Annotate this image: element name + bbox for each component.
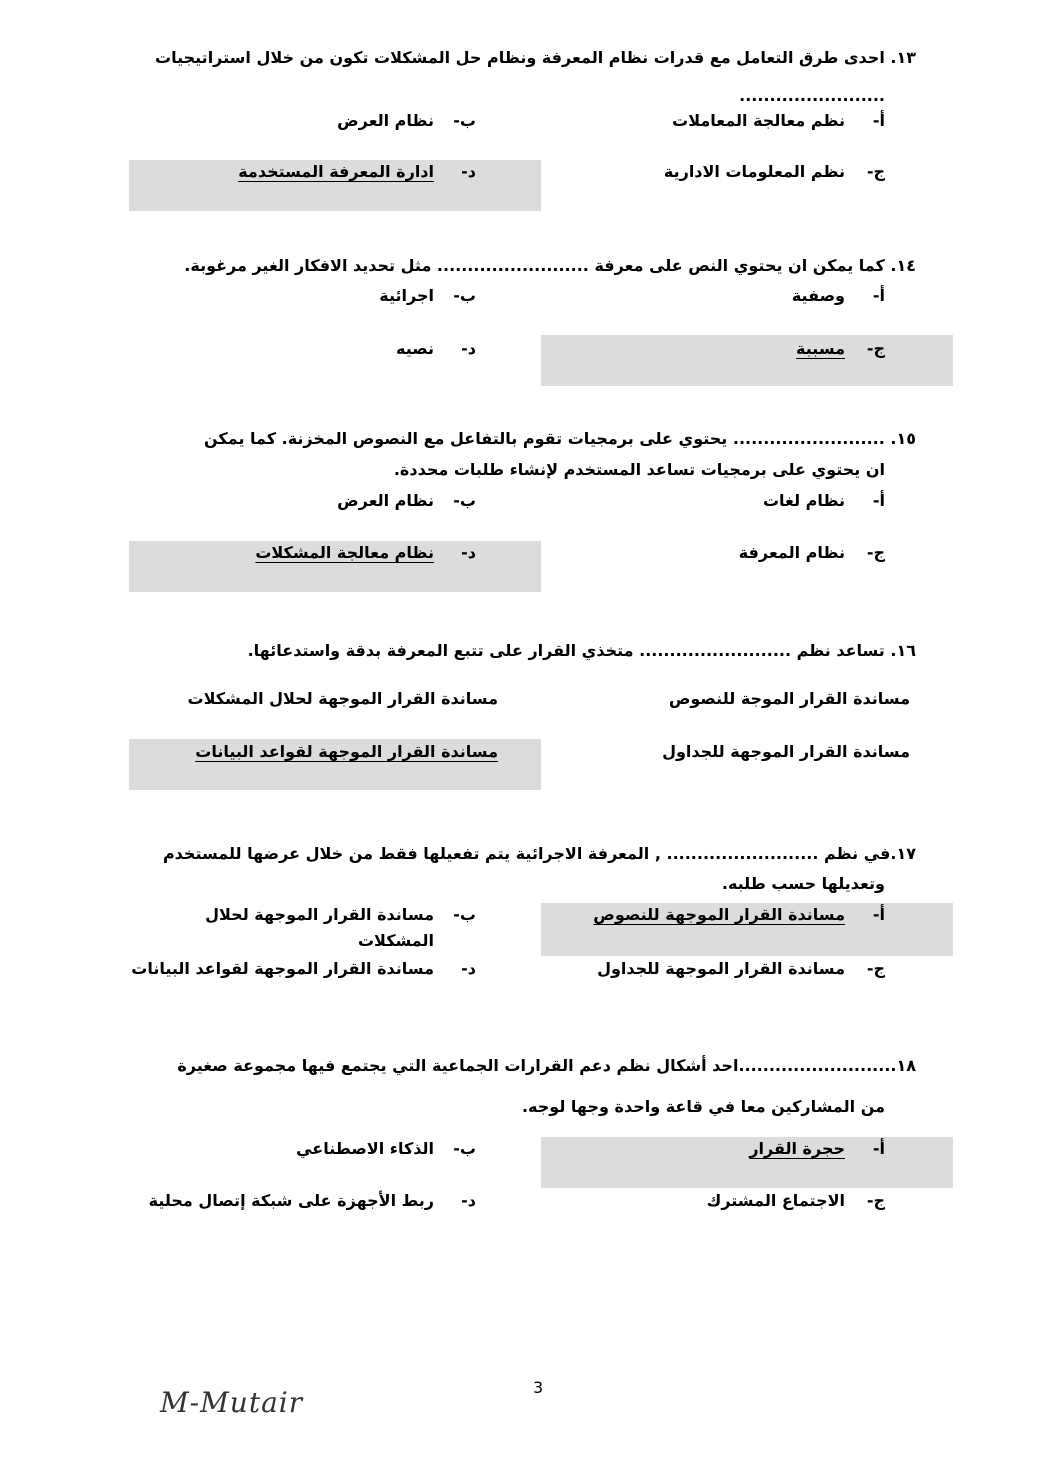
- q13-letter-c: ج-: [866, 162, 885, 181]
- q16-option-a[interactable]: مساندة القرار الموجة للنصوص: [668, 689, 910, 708]
- question-18-line2: من المشاركين معا في قاعة واحدة وجها لوجه.: [521, 1097, 885, 1116]
- question-17-line2: وتعديلها حسب طلبه.: [721, 874, 885, 893]
- q16-option-c[interactable]: مساندة القرار الموجهة للجداول: [662, 742, 910, 761]
- q15-option-d-correct[interactable]: نظام معالجة المشكلات: [255, 543, 434, 562]
- q18-option-b[interactable]: الذكاء الاصطناعي: [296, 1139, 434, 1158]
- q14-letter-c: ج-: [866, 339, 885, 358]
- answer-highlight-q18: [541, 1137, 953, 1188]
- q18-letter-c: ج-: [866, 1191, 885, 1210]
- q18-option-c[interactable]: الاجتماع المشترك: [706, 1191, 845, 1210]
- page-number: 3: [533, 1378, 544, 1397]
- question-13-text: ١٣. احدى طرق التعامل مع قدرات نظام المعرفة ونظام حل المشكلات تكون من خلال استراتيجيات: [155, 48, 916, 67]
- q18-option-a-correct[interactable]: حجرة القرار: [749, 1139, 845, 1158]
- q15-letter-c: ج-: [866, 543, 885, 562]
- q15-letter-a: أ-: [872, 491, 885, 510]
- q17-letter-d: د-: [461, 959, 476, 978]
- q14-letter-a: أ-: [872, 286, 885, 305]
- q15-letter-b: ب-: [453, 491, 476, 510]
- question-17-line1: ١٧.في نظم ......................... , المعرفة الاجرائية يتم تفعيلها فقط من خلال عرضها للمستخدم: [162, 844, 916, 863]
- q13-option-b[interactable]: نظام العرض: [337, 111, 434, 130]
- q14-option-a[interactable]: وصفية: [791, 286, 845, 305]
- q18-letter-d: د-: [461, 1191, 476, 1210]
- q14-option-b[interactable]: اجرائية: [379, 286, 434, 305]
- q17-option-d[interactable]: مساندة القرار الموجهة لقواعد البيانات: [131, 959, 434, 978]
- q14-letter-d: د-: [461, 339, 476, 358]
- q16-option-d-correct[interactable]: مساندة القرار الموجهة لقواعد البيانات: [195, 742, 498, 761]
- q15-option-a[interactable]: نظام لغات: [762, 491, 845, 510]
- q17-letter-b: ب-: [453, 905, 476, 924]
- answer-highlight-q14: [541, 335, 953, 386]
- q14-option-c-correct[interactable]: مسببة: [796, 339, 845, 358]
- question-16-text: ١٦. تساعد نظم ......................... متخذي القرار على تتبع المعرفة بدقة واستدعائها.: [247, 641, 916, 660]
- q18-letter-b: ب-: [453, 1139, 476, 1158]
- q14-letter-b: ب-: [453, 286, 476, 305]
- q17-option-c[interactable]: مساندة القرار الموجهة للجداول: [597, 959, 845, 978]
- q17-letter-c: ج-: [866, 959, 885, 978]
- q16-option-b[interactable]: مساندة القرار الموجهة لحلال المشكلات: [187, 689, 498, 708]
- question-15-line2: ان يحتوي على برمجيات تساعد المستخدم لإنشاء طلبات محددة.: [393, 460, 885, 479]
- question-14-text: ١٤. كما يمكن ان يحتوي النص على معرفة ......................... مثل تحديد الافكار الغير مرغوبة.: [184, 256, 916, 275]
- q17-letter-a: أ-: [872, 905, 885, 924]
- question-13-dots: ........................: [739, 86, 885, 105]
- q18-option-d[interactable]: ربط الأجهزة على شبكة إتصال محلية: [148, 1191, 434, 1210]
- q13-letter-b: ب-: [453, 111, 476, 130]
- q13-option-a[interactable]: نظم معالجة المعاملات: [672, 111, 845, 130]
- q14-option-d[interactable]: نصيه: [395, 339, 434, 358]
- q13-letter-d: د-: [461, 162, 476, 181]
- q15-option-b[interactable]: نظام العرض: [337, 491, 434, 510]
- q17-option-b-line2[interactable]: المشكلات: [357, 931, 434, 950]
- question-15-line1: ١٥. ......................... يحتوي على برمجيات تقوم بالتفاعل مع النصوص المخزنة. كما يمكن: [204, 429, 916, 448]
- q13-letter-a: أ-: [872, 111, 885, 130]
- question-18-line1: ١٨..........................احد أشكال نظم دعم القرارات الجماعية التي يجتمع فيها مجموعة صغيرة: [177, 1056, 916, 1075]
- q18-letter-a: أ-: [872, 1139, 885, 1158]
- q13-option-d-correct[interactable]: ادارة المعرفة المستخدمة: [238, 162, 434, 181]
- q17-option-b-line1[interactable]: مساندة القرار الموجهة لحلال: [205, 905, 434, 924]
- author-signature: M-Mutair: [160, 1386, 304, 1419]
- q15-letter-d: د-: [461, 543, 476, 562]
- q15-option-c[interactable]: نظام المعرفة: [738, 543, 845, 562]
- q13-option-c[interactable]: نظم المعلومات الادارية: [663, 162, 845, 181]
- q17-option-a-correct[interactable]: مساندة القرار الموجهة للنصوص: [593, 905, 845, 924]
